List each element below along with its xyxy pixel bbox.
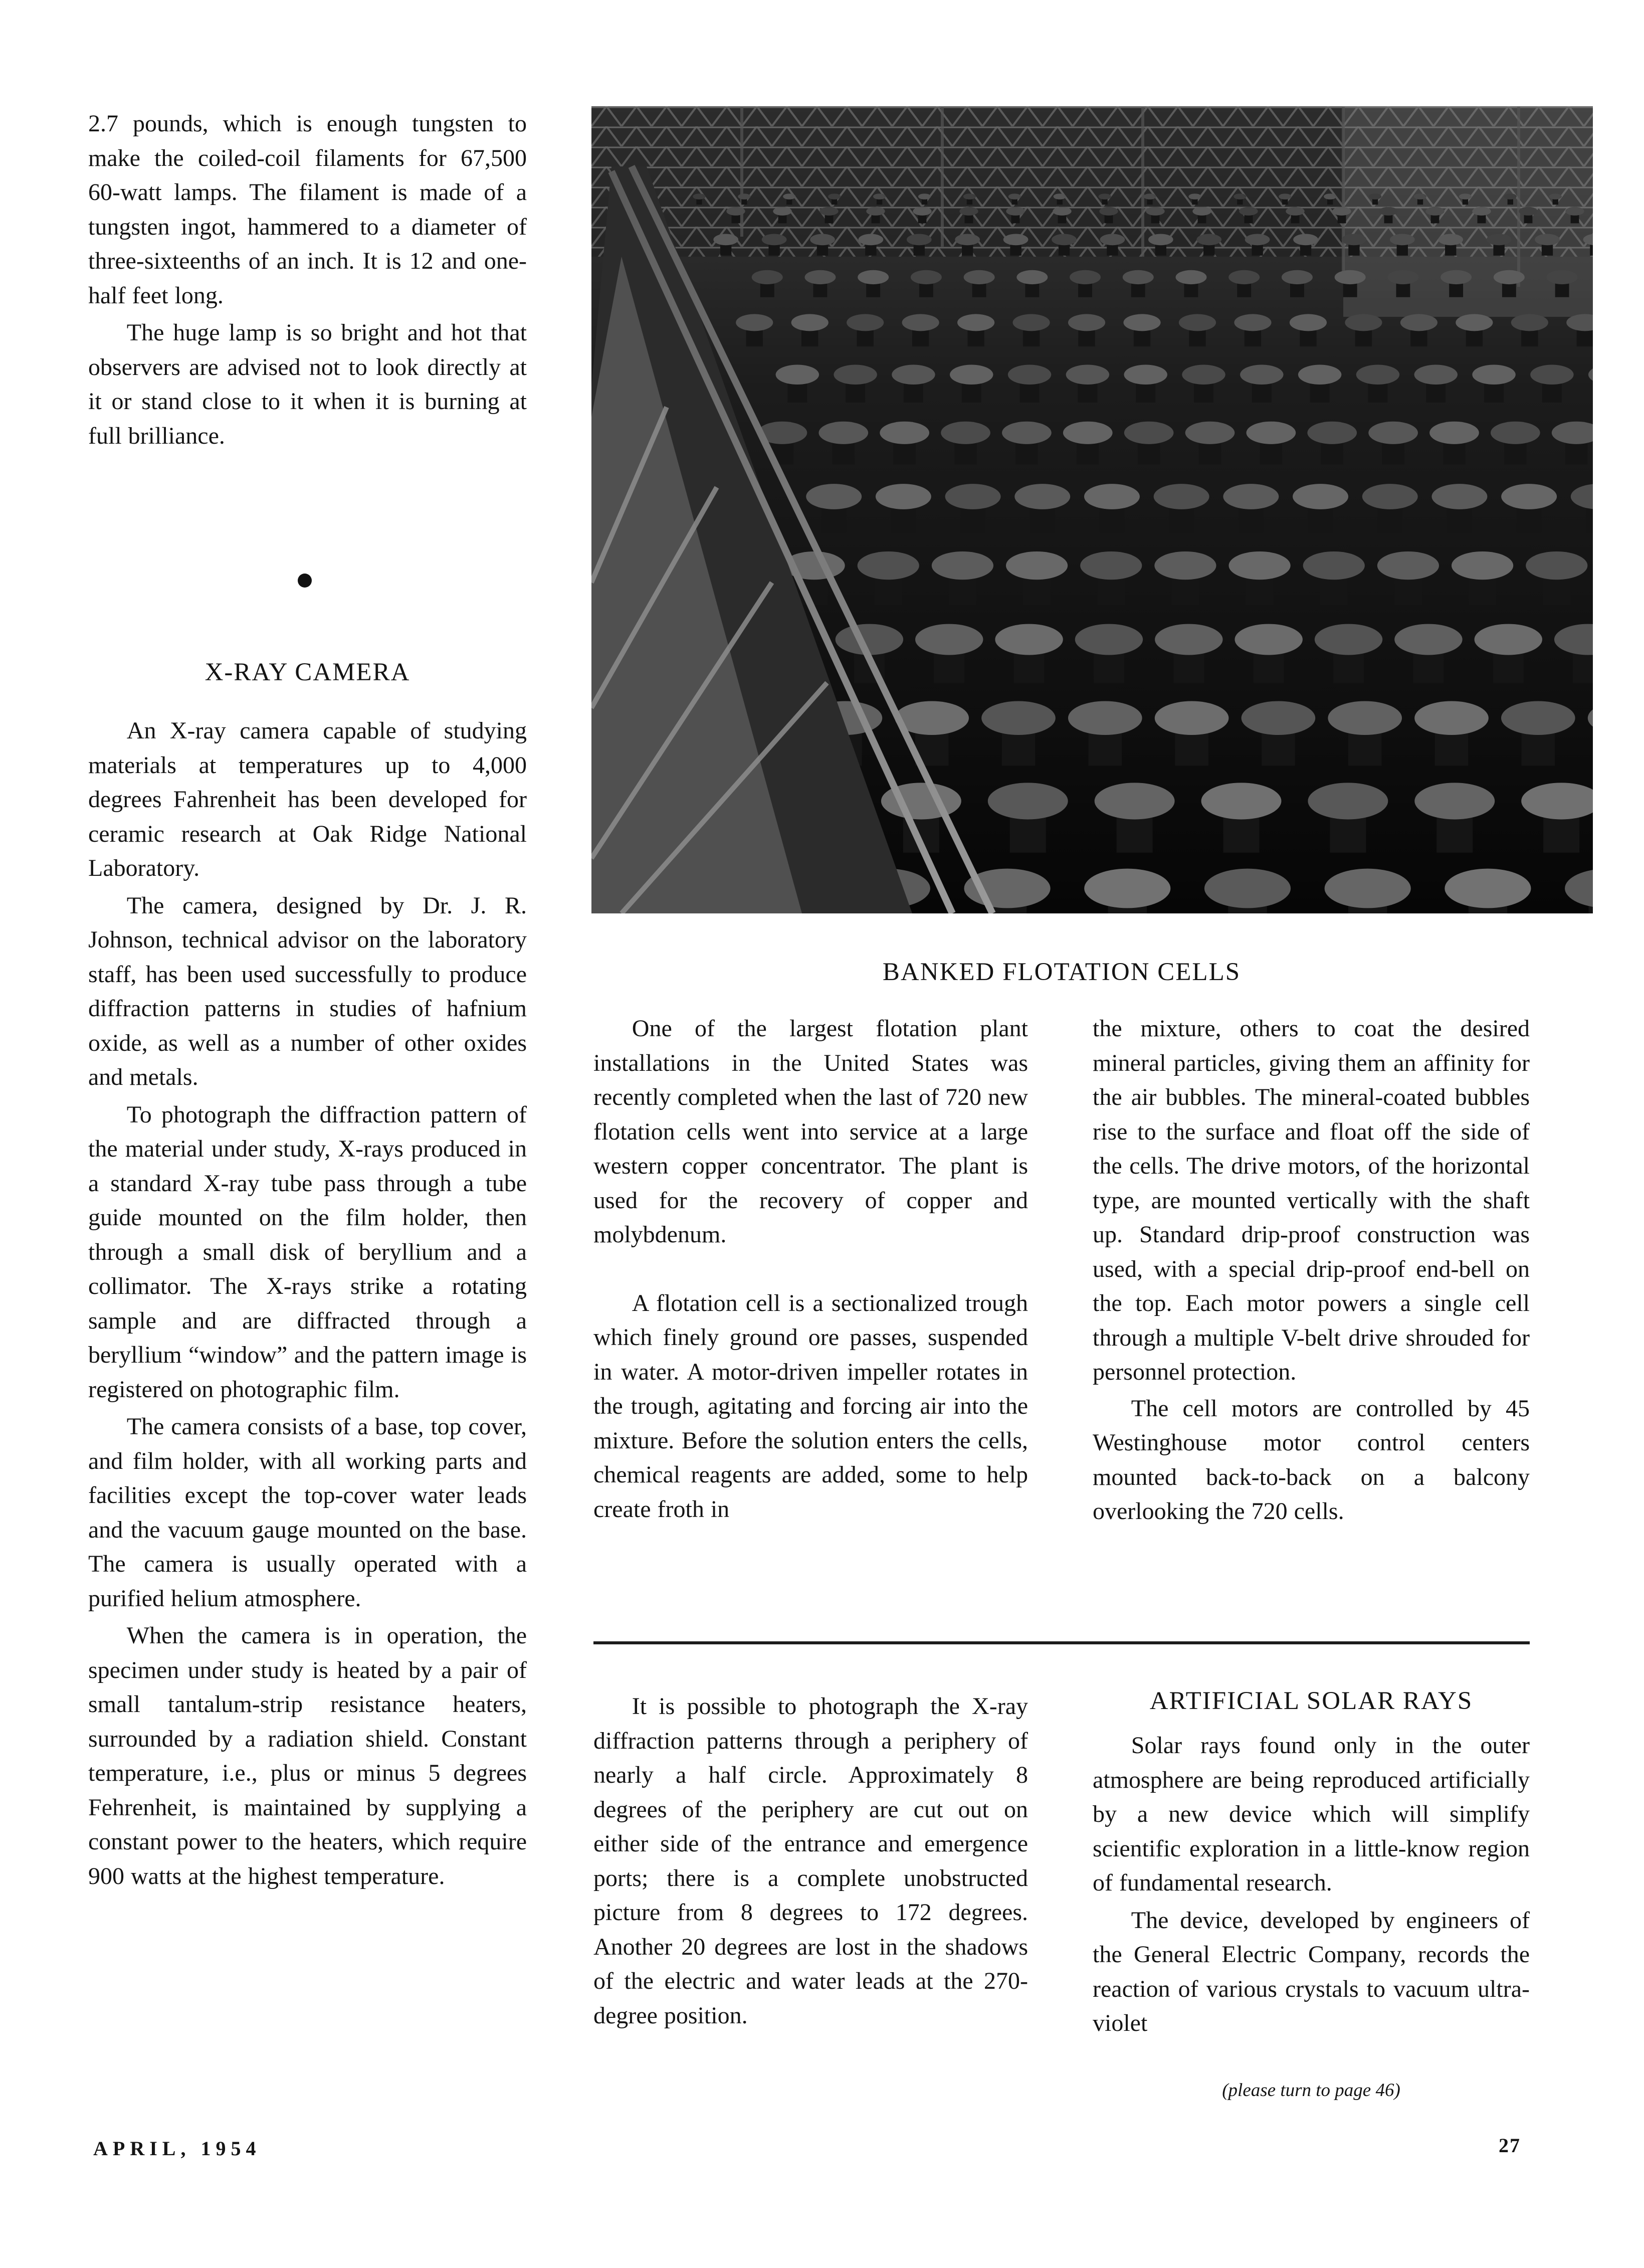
intro-paragraph-2: The huge lamp is so bright and hot that observers are advised not to look directly at it or stand close to it when it is burning at full brilliance.	[88, 319, 527, 449]
flotation-cells-photo	[591, 106, 1593, 913]
xray-camera-article	[88, 714, 527, 1894]
issue-date: APRIL, 1954	[93, 2137, 261, 2160]
xray-continued-paragraph: It is possible to photograph the X-ray diffraction patterns through a periphery of nearly a half circle. Approximately 8 degrees of the periphery are cut out on either side of the entrance and emergence ports; there is a complete unobstructed picture from 8 degrees to 172 degrees. Another 20 degrees are lost in the shadows of the electric and water leads at the 270-degree position.	[593, 1693, 1028, 2029]
flotation-paragraph-2: A flotation cell is a sectionalized trough which finely ground ore passes, suspended in water. A motor-driven impeller rotates in the trough, agitating and forcing air into the mixture. Before the solution enters the cells, chemical reagents are added, some to help create froth in	[593, 1289, 1028, 1523]
flotation-heading: BANKED FLOTATION CELLS	[882, 958, 1241, 986]
solar-rays-heading: ARTIFICIAL SOLAR RAYS	[1149, 1687, 1473, 1715]
xray-paragraph-2: The camera, designed by Dr. J. R. Johnson, technical advisor on the laboratory staff, has been used successfully to produce diffraction patterns in studies of hafnium oxide, as well as a number of other oxides and metals.	[88, 892, 527, 1090]
flotation-paragraph-3: the mixture, others to coat the desired mineral particles, giving them an affinity for the air bubbles. The mineral-coated bubbles rise to the surface and float off the side of the cells. The drive motors, of the horizontal type, are mounted vertically with the shaft up. Standard drip-proof construction was used, with a special drip-proof end-bell on the top. Each motor powers a single cell through a multiple V-belt drive shrouded for personnel protection.	[1093, 1015, 1530, 1385]
solar-paragraph-1: Solar rays found only in the outer atmosphere are being reproduced artificially by a new device which will simplify scientific exploration in a little-know region of fundamental research.	[1093, 1732, 1530, 1896]
page-number: 27	[1499, 2134, 1521, 2157]
xray-continued-column	[593, 1689, 1028, 2033]
continued-note: (please turn to page 46)	[1222, 2080, 1400, 2101]
flotation-cells-illustration	[591, 106, 1593, 913]
xray-paragraph-1: An X-ray camera capable of studying materials at temperatures up to 4,000 degrees Fahrenheit has been developed for ceramic research at Oak Ridge National Laboratory.	[88, 717, 527, 881]
flotation-column-right	[1093, 1012, 1530, 1529]
xray-paragraph-3: To photograph the diffraction pattern of the material under study, X-rays produced in a standard X-ray tube pass through a tube guide mounted on the film holder, then through a small disk of beryllium and a collimator. The X-rays strike a rotating sample and are diffracted through a beryllium “window” and the pattern image is registered on photographic film.	[88, 1101, 527, 1403]
solar-rays-column	[1093, 1729, 1530, 2041]
section-bullet	[298, 574, 312, 588]
xray-paragraph-5: When the camera is in operation, the specimen under study is heated by a pair of small tantalum-strip resistance heaters, surrounded by a radiation shield. Constant temperature, i.e., plus or minus 5 degrees Fehrenheit, is maintained by supplying a constant power to the heaters, which require 900 watts at the highest temperature.	[88, 1622, 527, 1889]
flotation-paragraph-1: One of the largest flotation plant installations in the United States was recently completed when the last of 720 new flotation cells went into service at a large western copper concentrator. The plant is used for the recovery of copper and molybdenum.	[593, 1015, 1028, 1248]
flotation-paragraph-4: The cell motors are controlled by 45 Westinghouse motor control centers mounted back-to-back on a balcony overlooking the 720 cells.	[1093, 1395, 1530, 1525]
xray-paragraph-4: The camera consists of a base, top cover, and film holder, with all working parts and facilities except the top-cover water leads and the vacuum gauge mounted on the base. The camera is usually operated with a purified helium atmosphere.	[88, 1413, 527, 1612]
left-column	[88, 107, 527, 453]
flotation-column-left	[593, 1012, 1028, 1527]
xray-camera-heading: X-RAY CAMERA	[204, 658, 410, 686]
solar-paragraph-2: The device, developed by engineers of the General Electric Company, records the reaction of various crystals to vacuum ultra-violet	[1093, 1907, 1530, 2036]
section-divider	[593, 1641, 1530, 1644]
intro-paragraph-1: 2.7 pounds, which is enough tungsten to make the coiled-coil filaments for 67,500 60-watt lamps. The filament is made of a tungsten ingot, hammered to a diameter of three-sixteenths of an inch. It is 12 and one-half feet long.	[88, 110, 527, 309]
